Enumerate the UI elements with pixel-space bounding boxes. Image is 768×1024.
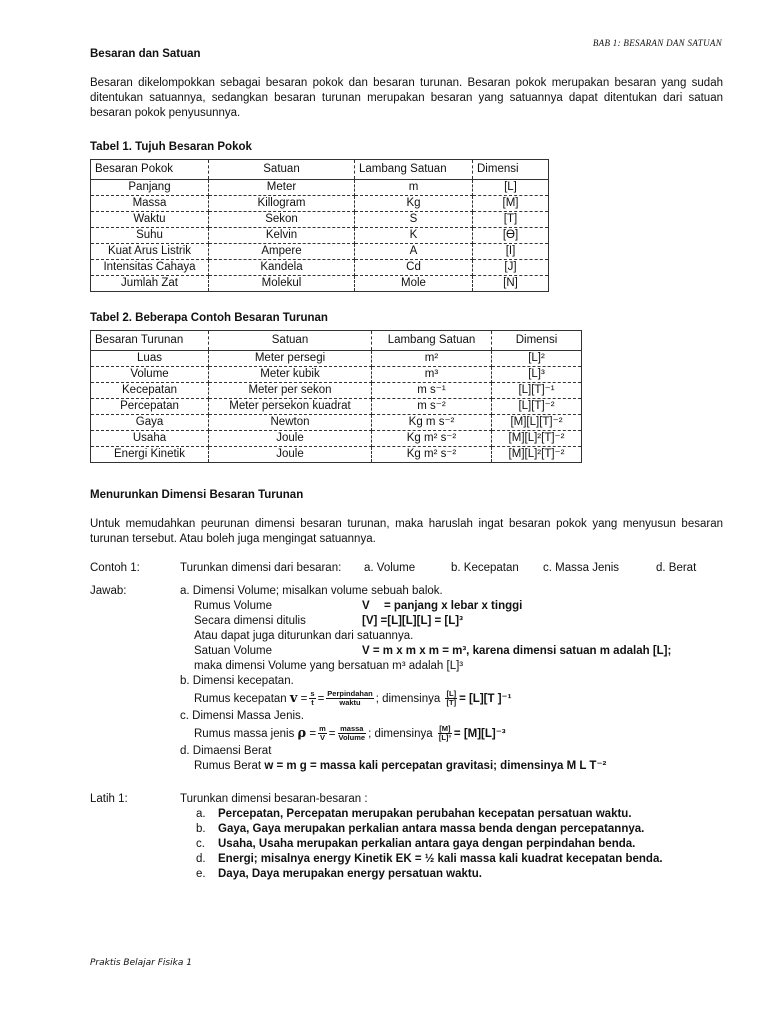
table-cell: Kg m² s⁻² <box>372 447 492 463</box>
table-cell: Meter persegi <box>209 351 372 367</box>
table-cell: [I] <box>473 244 549 260</box>
fraction-l-t: $\frac{[L]}{[T]}$ <box>446 689 457 708</box>
table-cell: Molekul <box>209 276 355 292</box>
table2-header: Besaran Turunan <box>91 331 209 351</box>
table-cell: Killogram <box>209 196 355 212</box>
formula-prefix: Rumus massa jenis <box>194 728 295 740</box>
table-cell: [L]² <box>492 351 582 367</box>
table-row <box>91 431 582 447</box>
table-row <box>91 180 549 196</box>
section-title-besaran: Besaran dan Satuan <box>90 48 201 60</box>
table-cell: Kandela <box>209 260 355 276</box>
table-cell: Intensitas Cahaya <box>91 260 209 276</box>
latih-label: Latih 1: <box>90 793 128 805</box>
table-cell: K <box>355 228 473 244</box>
table-cell: Meter <box>209 180 355 196</box>
table-row <box>91 244 549 260</box>
rumus-symbol: V <box>362 600 370 612</box>
table-cell: Cd <box>355 260 473 276</box>
table-cell: m <box>355 180 473 196</box>
list-item <box>180 867 723 882</box>
latih-row <box>90 792 723 882</box>
table-cell: Jumlah Zat <box>91 276 209 292</box>
fraction-m-l3: $\frac{[M]}{\text{[L]³}}$ <box>438 724 451 743</box>
jawab-a-alt: Atau dapat juga diturunkan dari satuannya. <box>194 630 414 642</box>
latih-body <box>180 792 723 882</box>
table-cell: Gaya <box>91 415 209 431</box>
fraction-perpindahan-waktu: $\frac{\text{Perpindahan}}{\text{waktu}}$ <box>327 689 373 708</box>
table-cell: Newton <box>209 415 372 431</box>
table1-header: Lambang Satuan <box>355 160 473 180</box>
table-cell: S <box>355 212 473 228</box>
table-cell: [M][L]²[T]⁻² <box>492 447 582 463</box>
table2-header: Satuan <box>209 331 372 351</box>
jawab-a-title: a. Dimensi Volume; misalkan volume sebuah balok. <box>180 585 443 597</box>
formula-result: = [M][L]⁻³ <box>453 728 506 740</box>
jawab-d-title: d. Dimaensi Berat <box>180 745 272 757</box>
table-cell: Kecepatan <box>91 383 209 399</box>
table-cell: Mole <box>355 276 473 292</box>
running-head: BAB 1: BESARAN DAN SATUAN <box>592 38 722 48</box>
contoh-row <box>90 561 723 576</box>
page-content <box>90 46 723 882</box>
contoh-option: c. Massa Jenis <box>543 562 620 574</box>
table-row <box>91 447 582 463</box>
intro-paragraph: Besaran dikelompokkan sebagai besaran pokok dan besaran turunan. Besaran pokok merupakan besaran yang sudah ditentukan satuannya, sedangkan besaran turunan merupakan besaran yang satuannya dapat ditentukan dari satuan besaran pokok penyusunnya. <box>90 77 723 119</box>
table-cell: A <box>355 244 473 260</box>
table-cell: Joule <box>209 447 372 463</box>
jawab-b-formula: Rumus kecepatan v = $\frac{s}{t}$ = $\frac{\text{Perpindahan}}{\text{waktu}}$ ; dimensinya $\frac{[L]}{[T]}$ = [L][T ]⁻¹ <box>194 689 512 708</box>
jawab-row <box>90 584 723 774</box>
table-cell: Kelvin <box>209 228 355 244</box>
contoh-prompt: Turunkan dimensi dari besaran: <box>180 562 342 574</box>
jawab-b-title: b. Dimensi kecepatan. <box>180 675 294 687</box>
list-text: Usaha, Usaha merupakan perkalian antara gaya dengan perpindahan benda. <box>218 838 636 850</box>
table-cell: [L][T]⁻¹ <box>492 383 582 399</box>
list-item <box>180 822 723 837</box>
table1-caption: Tabel 1. Tujuh Besaran Pokok <box>90 141 252 153</box>
list-marker: a. <box>196 808 206 820</box>
contoh-option: b. Kecepatan <box>451 562 519 574</box>
table-row <box>91 212 549 228</box>
formula-result: w = m g = massa kali percepatan gravitasi; dimensinya M L T⁻² <box>264 760 607 772</box>
contoh-body <box>180 561 723 576</box>
list-text: Percepatan, Percepatan merupakan perubahan kecepatan persatuan waktu. <box>218 808 632 820</box>
table-cell: Percepatan <box>91 399 209 415</box>
latih-prompt: Turunkan dimensi besaran-besaran : <box>180 793 368 805</box>
table-cell: m² <box>372 351 492 367</box>
jawab-body <box>180 584 723 774</box>
table-cell: [N] <box>473 276 549 292</box>
table-cell: Waktu <box>91 212 209 228</box>
list-marker: d. <box>196 853 206 865</box>
dimensi-key: Secara dimensi ditulis <box>194 615 306 627</box>
table-header-row <box>91 331 582 351</box>
table-row <box>91 260 549 276</box>
table-cell: Massa <box>91 196 209 212</box>
jawab-c-title: c. Dimensi Massa Jenis. <box>180 710 304 722</box>
table-cell: [M][L]²[T]⁻² <box>492 431 582 447</box>
table-cell: Volume <box>91 367 209 383</box>
table-row <box>91 276 549 292</box>
table1-header: Satuan <box>209 160 355 180</box>
table-cell: [L] <box>473 180 549 196</box>
satuan-key: Satuan Volume <box>194 645 273 657</box>
table-cell: Kg m² s⁻² <box>372 431 492 447</box>
table-row <box>91 196 549 212</box>
jawab-c-formula: Rumus massa jenis ρ = $\frac{m}{V}$ = $\frac{\text{massa}}{\text{Volume}}$ ; dimensinya $\frac{[M]}{\text{[L]³}}$ = [M][L]⁻³ <box>194 724 506 743</box>
table-row <box>91 228 549 244</box>
table-row <box>91 415 582 431</box>
formula-symbol: ρ <box>297 726 307 741</box>
formula-prefix: Rumus kecepatan <box>194 693 287 705</box>
table2-header: Lambang Satuan <box>372 331 492 351</box>
table-cell: Meter persekon kuadrat <box>209 399 372 415</box>
fraction-massa-volume: $\frac{\text{massa}}{\text{Volume}}$ <box>338 724 366 743</box>
jawab-a-rumus <box>180 599 723 614</box>
table-cell: Meter per sekon <box>209 383 372 399</box>
table1-header: Besaran Pokok <box>91 160 209 180</box>
table-cell: Meter kubik <box>209 367 372 383</box>
rumus-key: Rumus Volume <box>194 600 272 612</box>
table-besaran-turunan <box>90 330 582 463</box>
table-row <box>91 399 582 415</box>
table-row <box>91 367 582 383</box>
list-text: Daya, Daya merupakan energy persatuan waktu. <box>218 868 482 880</box>
rumus-value: = panjang x lebar x tinggi <box>384 600 523 612</box>
table-cell: Sekon <box>209 212 355 228</box>
list-text: Gaya, Gaya merupakan perkalian antara massa benda dengan percepatannya. <box>218 823 645 835</box>
table-cell: m s⁻¹ <box>372 383 492 399</box>
fraction-m-v: $\frac{m}{V}$ <box>319 724 326 743</box>
table-cell: m³ <box>372 367 492 383</box>
table-cell: [L][T]⁻² <box>492 399 582 415</box>
jawab-a-satuan <box>180 644 723 659</box>
contoh-option: d. Berat <box>656 562 697 574</box>
formula-mid: ; dimensinya <box>375 693 441 705</box>
table-cell: Kg m s⁻² <box>372 415 492 431</box>
formula-symbol: v <box>289 691 298 706</box>
table-cell: [L]³ <box>492 367 582 383</box>
latih-list <box>180 807 723 882</box>
table-cell: Suhu <box>91 228 209 244</box>
table-cell: Usaha <box>91 431 209 447</box>
formula-result: = [L][T ]⁻¹ <box>459 693 512 705</box>
dimensi-value: [V] =[L][L][L] = [L]³ <box>362 615 463 627</box>
table-besaran-pokok <box>90 159 549 292</box>
list-item <box>180 852 723 867</box>
satuan-value: V = m x m x m = m³, karena dimensi satuan m adalah [L]; <box>362 645 672 657</box>
list-marker: e. <box>196 868 206 880</box>
table-row <box>91 383 582 399</box>
table-cell: [M][L][T]⁻² <box>492 415 582 431</box>
list-marker: b. <box>196 823 206 835</box>
table2-header: Dimensi <box>492 331 582 351</box>
table-cell: [M] <box>473 196 549 212</box>
list-item <box>180 807 723 822</box>
jawab-a-conclusion: maka dimensi Volume yang bersatuan m³ adalah [L]³ <box>194 660 464 672</box>
table-cell: [Ɵ] <box>473 228 549 244</box>
table-row <box>91 351 582 367</box>
table-cell: [J] <box>473 260 549 276</box>
table-cell: Ampere <box>209 244 355 260</box>
dimensi-paragraph: Untuk memudahkan peurunan dimensi besaran turunan, maka haruslah ingat besaran pokok yang menyusun besaran turunan tersebut. Atau boleh juga mengingat satuannya. <box>90 518 723 545</box>
fraction-s-t: $\frac{s}{t}$ <box>310 689 315 708</box>
list-item <box>180 837 723 852</box>
table-cell: m s⁻² <box>372 399 492 415</box>
table1-header: Dimensi <box>473 160 549 180</box>
table2-caption: Tabel 2. Beberapa Contoh Besaran Turunan <box>90 312 328 324</box>
table-header-row <box>91 160 549 180</box>
table-cell: Joule <box>209 431 372 447</box>
table-cell: Kuat Arus Listrik <box>91 244 209 260</box>
table-cell: Kg <box>355 196 473 212</box>
table-cell: Energi Kinetik <box>91 447 209 463</box>
contoh-option: a. Volume <box>364 562 416 574</box>
jawab-a-dimensi <box>180 614 723 629</box>
section-title-dimensi: Menurunkan Dimensi Besaran Turunan <box>90 489 304 501</box>
jawab-d-formula <box>180 759 723 774</box>
list-text: Energi; misalnya energy Kinetik EK = ½ kali massa kali kuadrat kecepatan benda. <box>218 853 663 865</box>
jawab-label: Jawab: <box>90 585 127 597</box>
table-cell: Panjang <box>91 180 209 196</box>
table-cell: Luas <box>91 351 209 367</box>
list-marker: c. <box>196 838 205 850</box>
table-cell: [T] <box>473 212 549 228</box>
contoh-label: Contoh 1: <box>90 562 140 574</box>
formula-mid: ; dimensinya <box>368 728 433 740</box>
formula-prefix: Rumus Berat <box>194 760 262 772</box>
page-footer: Praktis Belajar Fisika 1 <box>90 958 192 968</box>
